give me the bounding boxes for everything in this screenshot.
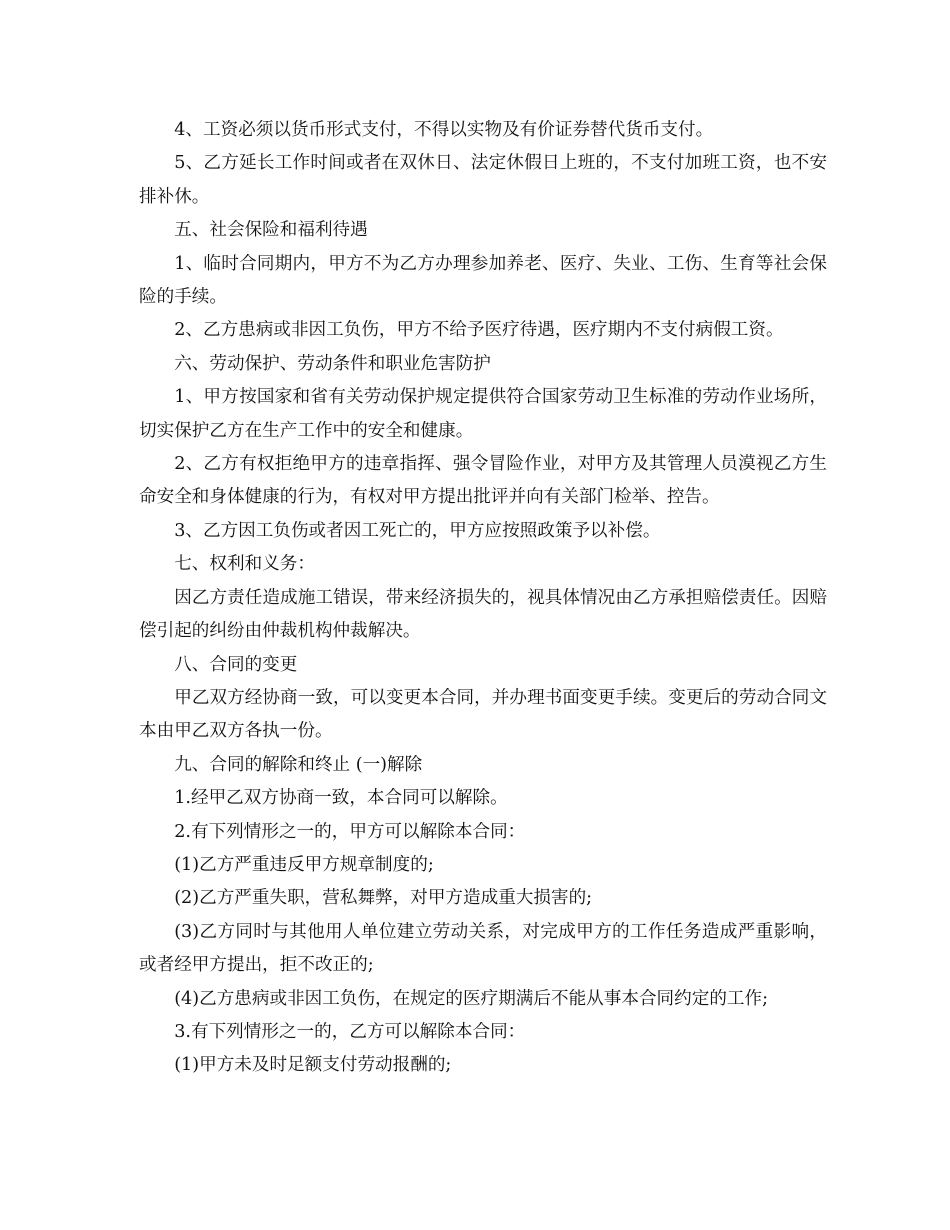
document-body bbox=[139, 114, 827, 1083]
paragraph-sick-leave: 2、乙方患病或非因工负伤，甲方不给予医疗待遇，医疗期内不支付病假工资。 bbox=[174, 320, 784, 341]
list-item: (1)乙方严重违反甲方规章制度的; bbox=[174, 854, 434, 875]
section-heading-labor-protection: 六、劳动保护、劳动条件和职业危害防护 bbox=[174, 353, 491, 374]
list-item: 2.有下列情形之一的，甲方可以解除本合同： bbox=[174, 821, 526, 842]
paragraph-wage-currency: 4、工资必须以货币形式支付，不得以实物及有价证券替代货币支付。 bbox=[174, 120, 714, 140]
section-heading-contract-change: 八、合同的变更 bbox=[174, 654, 298, 675]
list-item: 1.经甲乙双方协商一致，本合同可以解除。 bbox=[174, 788, 508, 809]
section-heading-termination: 九、合同的解除和终止 (一)解除 bbox=[174, 754, 423, 775]
list-item: (1)甲方未及时足额支付劳动报酬的; bbox=[174, 1055, 452, 1076]
paragraph-insurance: 1、临时合同期内，甲方不为乙方办理参加养老、医疗、失业、工伤、生育等社会保险的手续。 bbox=[139, 253, 827, 308]
section-heading-social-insurance: 五、社会保险和福利待遇 bbox=[174, 220, 368, 241]
paragraph-liability: 因乙方责任造成施工错误，带来经济损失的，视具体情况由乙方承担赔偿责任。因赔偿引起的纠纷由仲裁机构仲裁解决。 bbox=[139, 587, 827, 642]
list-item: (3)乙方同时与其他用人单位建立劳动关系，对完成甲方的工作任务造成严重影响，或者经甲方提出，拒不改正的; bbox=[139, 921, 827, 976]
list-item: (4)乙方患病或非因工负伤，在规定的医疗期满后不能从事本合同约定的工作; bbox=[174, 988, 769, 1009]
list-item: (2)乙方严重失职，营私舞弊，对甲方造成重大损害的; bbox=[174, 888, 593, 909]
paragraph-overtime: 5、乙方延长工作时间或者在双休日、法定休假日上班的，不支付加班工资，也不安排补休。 bbox=[139, 153, 827, 207]
paragraph-refuse-risky-work: 2、乙方有权拒绝甲方的违章指挥、强令冒险作业，对甲方及其管理人员漠视乙方生命安全和身体健康的行为，有权对甲方提出批评并向有关部门检举、控告。 bbox=[139, 454, 827, 508]
list-item: 3.有下列情形之一的，乙方可以解除本合同： bbox=[174, 1021, 526, 1042]
paragraph-workplace-safety: 1、甲方按国家和省有关劳动保护规定提供符合国家劳动卫生标准的劳动作业场所，切实保护乙方在生产工作中的安全和健康。 bbox=[139, 387, 827, 441]
paragraph-injury-compensation: 3、乙方因工负伤或者因工死亡的，甲方应按照政策予以补偿。 bbox=[174, 520, 661, 541]
section-heading-rights-duties: 七、权利和义务： bbox=[174, 554, 315, 575]
paragraph-contract-change: 甲乙双方经协商一致，可以变更本合同，并办理书面变更手续。变更后的劳动合同文本由甲乙双方各执一份。 bbox=[139, 687, 827, 742]
